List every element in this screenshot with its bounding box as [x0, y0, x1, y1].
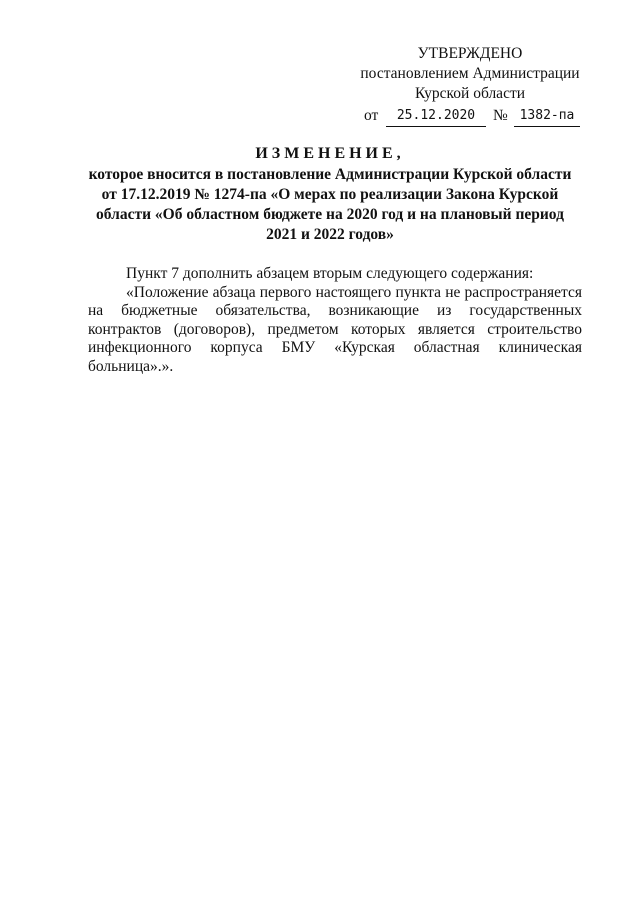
- date-label: от: [364, 107, 379, 124]
- approval-number: 1382-па: [514, 106, 580, 127]
- approval-stamp: [350, 44, 590, 126]
- title-heading: ИЗМЕНЕНИЕ,: [255, 145, 405, 162]
- document-body: [88, 265, 582, 376]
- title-line-3: области «Об областном бюджете на 2020 год и на плановый период: [96, 206, 564, 223]
- approval-date-line: [350, 106, 590, 126]
- body-paragraph-1: Пункт 7 дополнить абзацем вторым следующего содержания:: [126, 265, 534, 282]
- approval-heading: УТВЕРЖДЕНО: [417, 45, 523, 62]
- approval-date: 25.12.2020: [386, 106, 486, 127]
- approval-region: Курской области: [414, 85, 526, 102]
- number-label: №: [493, 107, 508, 124]
- body-paragraph-2: «Положение абзаца первого настоящего пункта не распространяется на бюджетные обязательства, возникающие из государственных контрактов (договоров), предметом которых является строительство инфекционного корпуса БМУ «Курская областная клиническая больница».».: [88, 283, 582, 375]
- title-line-4: 2021 и 2022 годов»: [266, 226, 394, 243]
- title-line-2: от 17.12.2019 № 1274-па «О мерах по реализации Закона Курской: [101, 186, 559, 203]
- approval-authority: постановлением Администрации: [360, 65, 580, 82]
- title-line-1: которое вносится в постановление Администрации Курской области: [88, 166, 572, 183]
- document-title: [80, 144, 580, 245]
